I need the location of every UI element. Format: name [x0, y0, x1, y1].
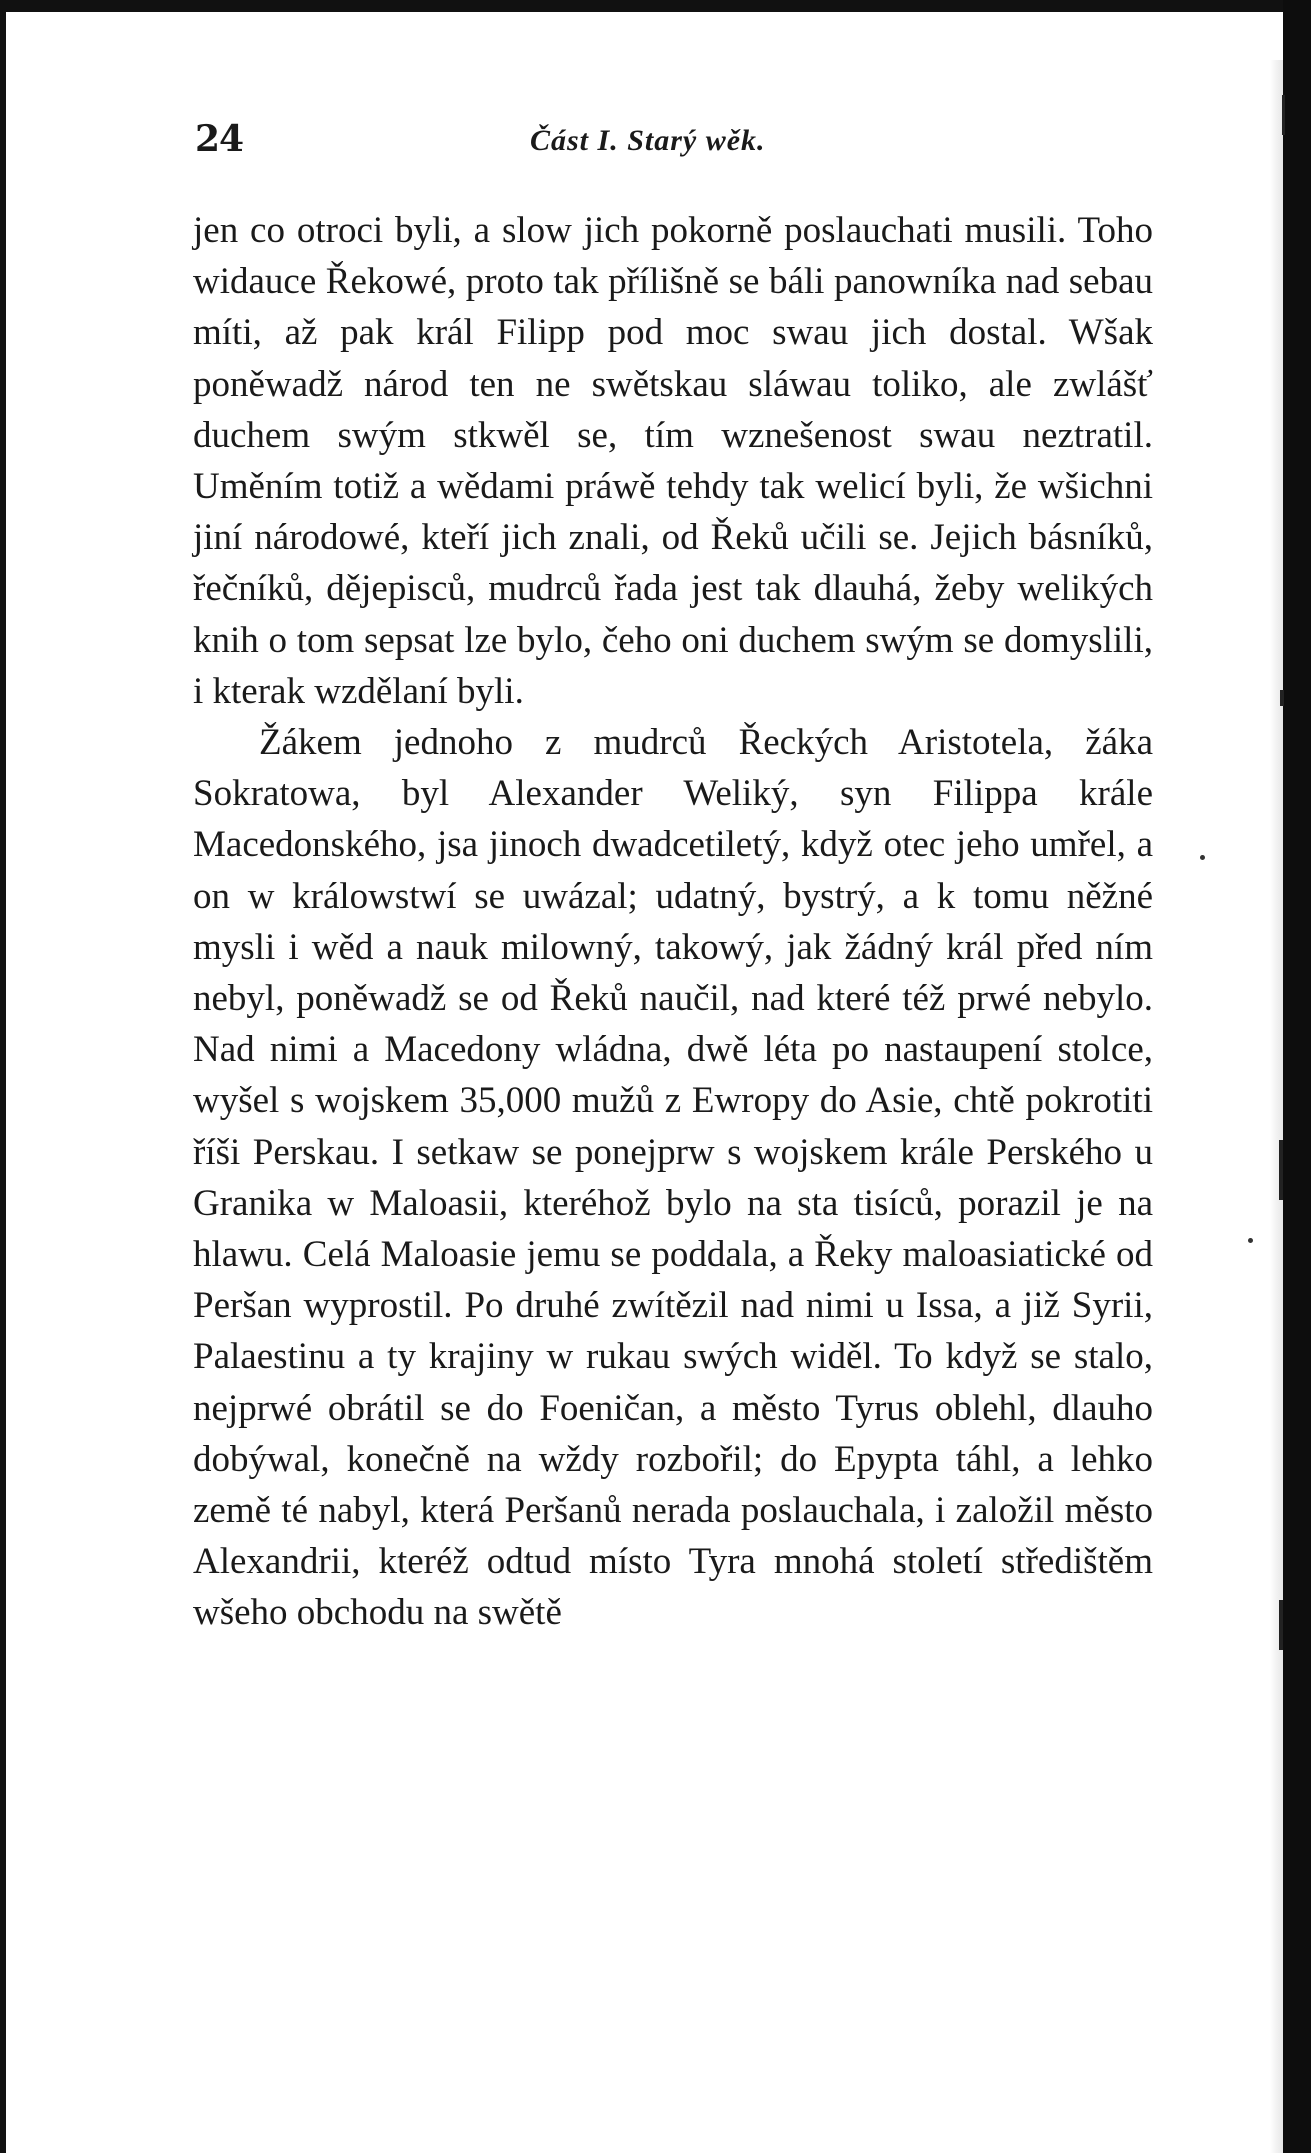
page-edge-mark [1282, 95, 1285, 135]
paragraph-2: Žákem jednoho z mudrců Řeckých Aristotela, žáka Sokratowa, byl Alexander Weliký, syn Filippa krále Macedonského, jsa jinoch dwadcetiletý, když otec jeho umřel, a on w králowstwí se uwázal; udatný, bystrý, a k tomu něžné mysli i wěd a nauk milowný, takowý, jak žádný král před ním nebyl, poněwadž se od Řeků naučil, nad které též prwé nebylo. Nad nimi a Macedony wládna, dwě léta po nastaupení stolce, wyšel s wojskem 35,000 mužů z Ewropy do Asie, chtě pokrotiti říši Perskau. I setkaw se ponejprw s wojskem krále Perského u Granika w Maloasii, kteréhož bylo na sta tisíců, porazil je na hlawu. Celá Maloasie jemu se poddala, a Řeky maloasiatické od Peršan wyprostil. Po druhé zwítězil nad nimi u Issa, a již Syrii, Palaestinu a ty krajiny w rukau swých widěl. To když se stalo, nejprwé obrátil se do Foeničan, a město Tyrus oblehl, dlauho dobýwal, konečně na wždy rozbořil; do Epypta táhl, a lehko země té nabyl, která Peršanů nerada poslauchala, i založil město Alexandrii, kteréž odtud místo Tyra mnohá století středištěm wšeho obchodu na swětě [193, 722, 1153, 1634]
page-edge-mark [1279, 1600, 1283, 1650]
stray-ink-dot [1248, 1238, 1253, 1243]
page-edge-mark [1279, 1140, 1283, 1200]
page-number: 24 [195, 118, 244, 160]
scan-left-edge [0, 0, 6, 2153]
stray-ink-dot [1200, 855, 1205, 860]
paragraph-1: jen co otroci byli, a slow jich pokorně poslauchati musili. Toho widauce Řekowé, proto tak přílišně se báli panowníka nad sebau míti, až pak král Filipp pod moc swau jich dostal. Wšak poněwadž národ ten ne swětskau sláwau toliko, ale zwlášť duchem swým stkwěl se, tím wznešenost swau neztratil. Uměním totiž a wědami práwě tehdy tak welicí byli, že wšichni jiní národowé, kteří jich znali, od Řeků učili se. Jejich básníků, řečníků, dějepisců, mudrců řada jest tak dlauhá, žeby welikých knih o tom sepsat lze bylo, čeho oni duchem swým se domyslili, i kterak wzdělaní byli. [193, 210, 1153, 712]
page-body [193, 205, 1153, 1639]
scan-top-border [0, 0, 1311, 12]
running-head: Část I. Starý wěk. [530, 124, 766, 157]
page-edge-mark [1280, 690, 1284, 706]
page-edge-shadow [1270, 60, 1283, 2153]
page-header [195, 118, 1155, 178]
scan-right-edge [1283, 0, 1311, 2153]
